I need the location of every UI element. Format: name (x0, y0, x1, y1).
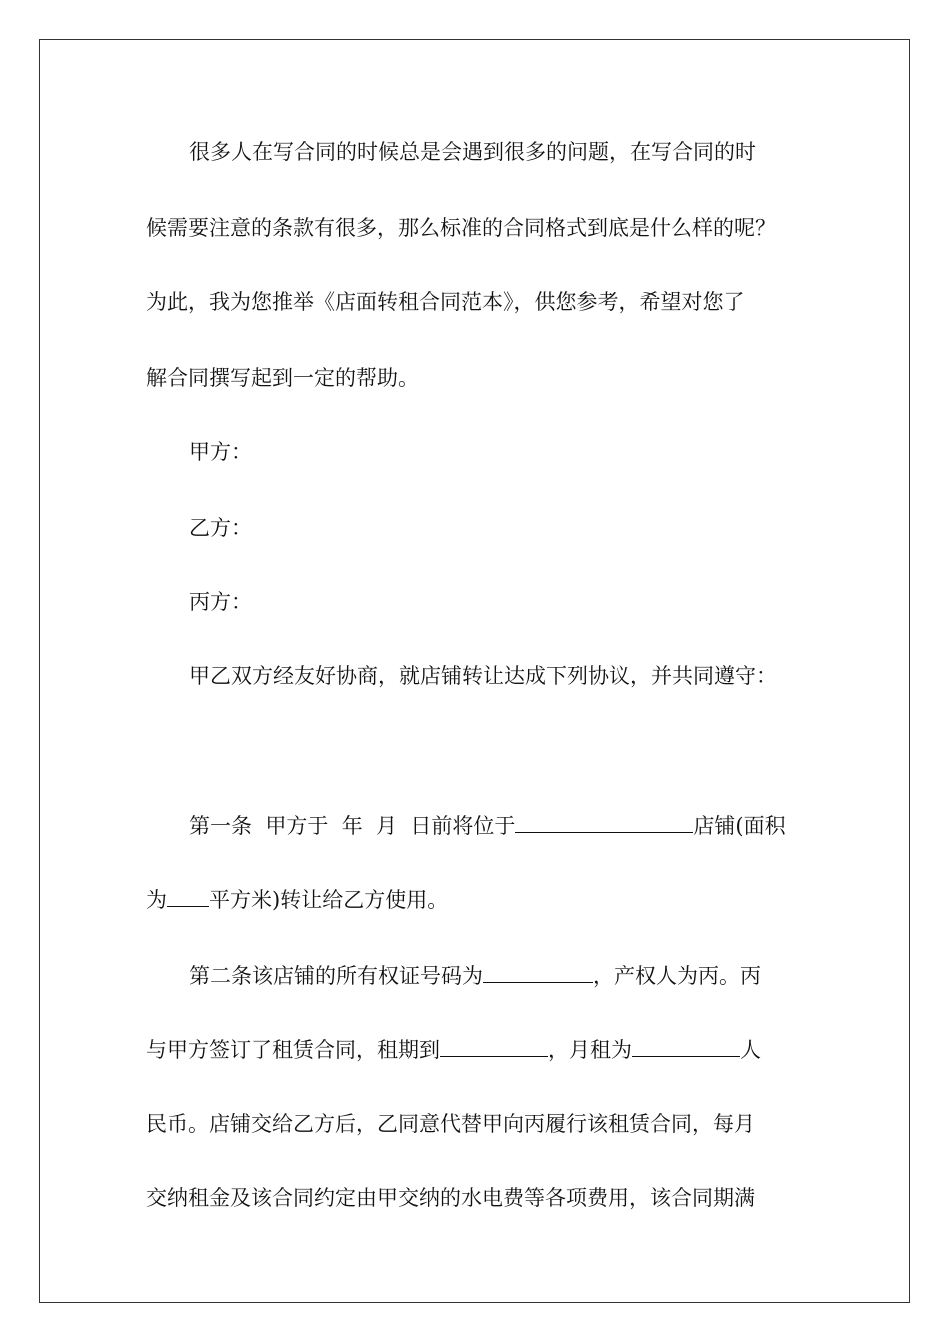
preamble: 甲乙双方经友好协商，就店铺转让达成下列协议，并共同遵守： (189, 664, 777, 688)
monthly-rent-blank (632, 1036, 740, 1057)
intro-line-2: 候需要注意的条款有很多，那么标准的合同格式到底是什么样的呢？ (146, 216, 776, 240)
article-1-text-d: 平方米)转让给乙方使用。 (209, 888, 449, 912)
article-1-line-1 (189, 812, 849, 840)
certificate-number-blank (483, 962, 593, 983)
article-2-line-3: 民币。店铺交给乙方后，乙同意代替甲向丙履行该租赁合同，每月 (146, 1112, 755, 1136)
article-1-text-b: 店铺(面积 (693, 814, 786, 838)
article-2-text-b: ，产权人为丙。丙 (593, 964, 761, 988)
lease-end-blank (440, 1036, 548, 1057)
party-b-label: 乙方： (189, 516, 252, 540)
party-c-label: 丙方： (189, 590, 252, 614)
article-2-text-e: 人 (740, 1038, 761, 1062)
party-a-label: 甲方： (189, 440, 252, 464)
article-2-line-4: 交纳租金及该合同约定由甲交纳的水电费等各项费用，该合同期满 (146, 1186, 755, 1210)
article-1-text-a: 第一条 甲方于 年 月 日前将位于 (189, 814, 516, 838)
article-2-line-2 (146, 1036, 806, 1064)
intro-line-4: 解合同撰写起到一定的帮助。 (146, 366, 419, 390)
article-2-text-c: 与甲方签订了租赁合同，租期到 (146, 1038, 440, 1062)
intro-line-3: 为此，我为您推举《店面转租合同范本》，供您参考，希望对您了 (146, 290, 745, 314)
article-2-line-1 (189, 962, 849, 990)
intro-line-1: 很多人在写合同的时候总是会遇到很多的问题，在写合同的时 (189, 140, 756, 164)
article-2-text-d: ，月租为 (548, 1038, 632, 1062)
article-2-text-a: 第二条该店铺的所有权证号码为 (189, 964, 483, 988)
article-1-line-2 (146, 886, 806, 914)
shop-location-blank (515, 812, 693, 833)
article-1-text-c: 为 (146, 888, 167, 912)
area-blank (167, 886, 209, 907)
